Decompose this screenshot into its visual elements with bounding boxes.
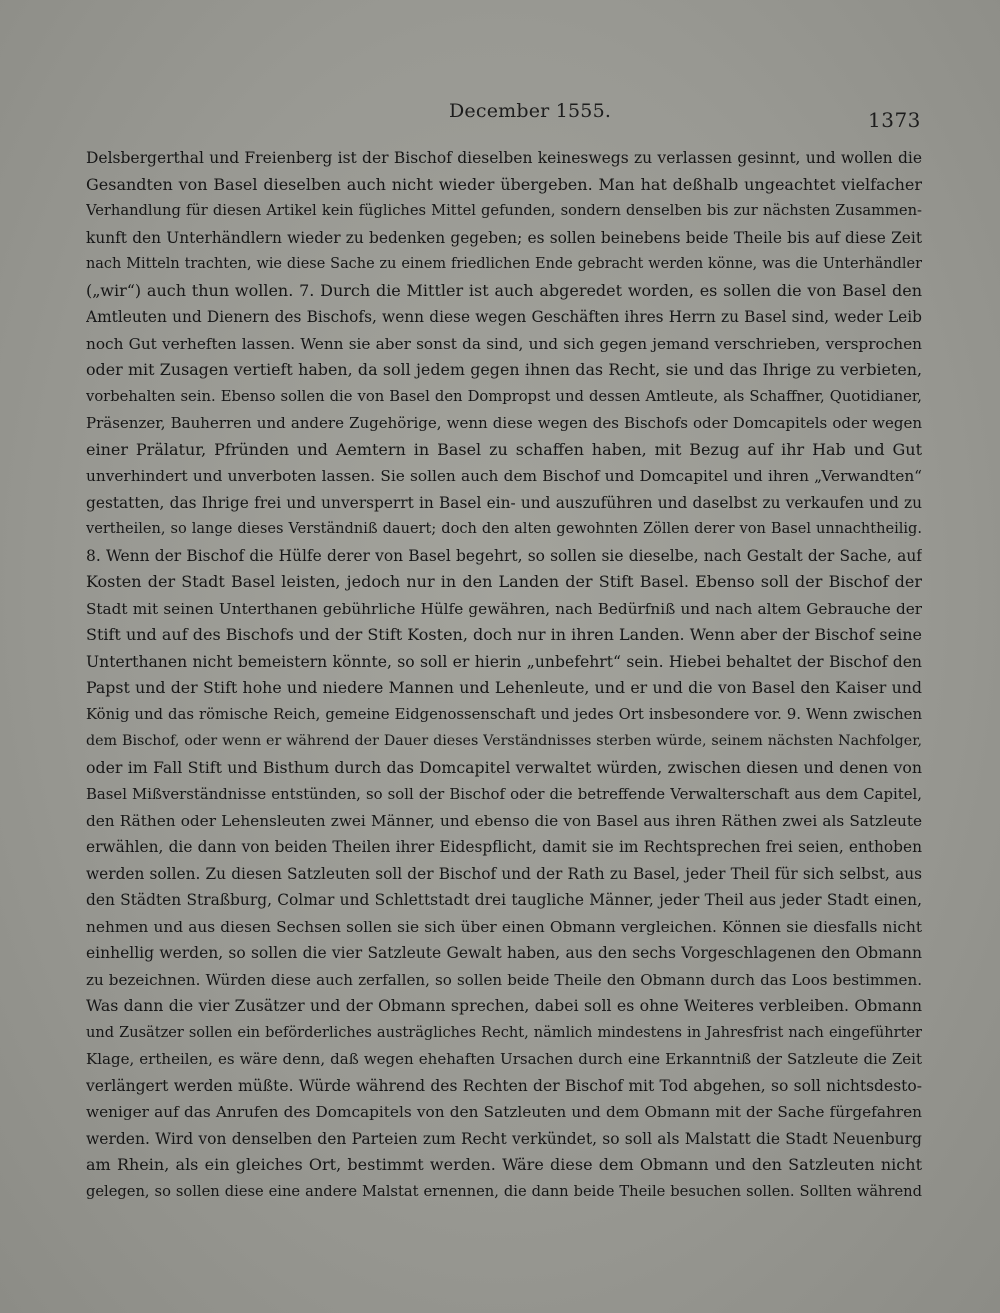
- text-line: verlängert werden müßte. Würde während des Rechten der Bischof mit Tod abgehen, so soll nichtsdesto-: [86, 1076, 922, 1095]
- text-line: Amtleuten und Dienern des Bischofs, wenn diese wegen Geschäften ihres Herrn zu Basel sind, weder Leib: [86, 308, 922, 326]
- text-line: Unterthanen nicht bemeistern könnte, so soll er hierin „unbefehrt“ sein. Hiebei behaltet der Bischof den: [86, 652, 922, 671]
- running-title: December 1555.: [449, 100, 612, 122]
- text-line: einhellig werden, so sollen die vier Satzleute Gewalt haben, aus den sechs Vorgeschlagenen den Obmann: [86, 944, 922, 962]
- text-line: Stift und auf des Bischofs und der Stift Kosten, doch nur in ihren Landen. Wenn aber der Bischof seine: [86, 625, 922, 644]
- text-line: unverhindert und unverboten lassen. Sie sollen auch dem Bischof und Domcapitel und ihren „Verwandten“: [86, 467, 922, 485]
- text-line: am Rhein, als ein gleiches Ort, bestimmt werden. Wäre diese dem Obmann und den Satzleuten nicht: [86, 1155, 922, 1174]
- text-line: den Städten Straßburg, Colmar und Schlettstadt drei taugliche Männer, jeder Theil aus jeder Stadt einen,: [86, 891, 922, 909]
- text-line: 8. Wenn der Bischof die Hülfe derer von Basel begehrt, so sollen sie dieselbe, nach Gestalt der Sache, auf: [86, 546, 922, 565]
- text-line: Stadt mit seinen Unterthanen gebührliche Hülfe gewähren, nach Bedürfniß und nach altem Gebrauche der: [86, 599, 922, 618]
- text-line: oder im Fall Stift und Bisthum durch das Domcapitel verwaltet würden, zwischen diesen und denen von: [86, 757, 922, 777]
- text-line: Präsenzer, Bauherren und andere Zugehörige, wenn diese wegen des Bischofs oder Domcapitels oder wegen: [86, 414, 922, 432]
- text-line: vorbehalten sein. Ebenso sollen die von Basel den Dompropst und dessen Amtleute, als Schaffner, Quotidianer,: [86, 387, 922, 405]
- body-text: [86, 145, 922, 1205]
- text-line: erwählen, die dann von beiden Theilen ihrer Eidespflicht, damit sie im Rechtsprechen frei seien, enthoben: [86, 838, 922, 856]
- text-line: Delsbergerthal und Freienberg ist der Bischof dieselben keineswegs zu verlassen gesinnt, und wollen die: [86, 149, 922, 167]
- text-line: Klage, ertheilen, es wäre denn, daß wegen ehehaften Ursachen durch eine Erkanntniß der Satzleute die Zeit: [86, 1050, 922, 1068]
- text-line: werden. Wird von denselben den Parteien zum Recht verkündet, so soll als Malstatt die Stadt Neuenburg: [86, 1129, 922, 1148]
- text-line: Was dann die vier Zusätzer und der Obmann sprechen, dabei soll es ohne Weiteres verbleiben. Obmann: [86, 996, 922, 1015]
- running-head: [0, 100, 1000, 136]
- text-line: („wir“) auch thun wollen. 7. Durch die Mittler ist auch abgeredet worden, es sollen die von Basel den: [86, 280, 922, 300]
- text-line: Papst und der Stift hohe und niedere Mannen und Lehenleute, und er und die von Basel den Kaiser und: [86, 678, 922, 697]
- text-line: und Zusätzer sollen ein beförderliches austrägliches Recht, nämlich mindestens in Jahresfrist nach eingeführter: [86, 1023, 922, 1041]
- text-line: König und das römische Reich, gemeine Eidgenossenschaft und jedes Ort insbesondere vor. 9. Wenn zwischen: [86, 705, 922, 723]
- text-line: Kosten der Stadt Basel leisten, jedoch nur in den Landen der Stift Basel. Ebenso soll der Bischof der: [86, 572, 922, 591]
- text-line: dem Bischof, oder wenn er während der Dauer dieses Verständnisses sterben würde, seinem nächsten Nachfolger,: [86, 733, 922, 749]
- text-line: werden sollen. Zu diesen Satzleuten soll der Bischof und der Rath zu Basel, jeder Theil für sich selbst, aus: [86, 864, 922, 883]
- text-line: vertheilen, so lange dieses Verständniß dauert; doch den alten gewohnten Zöllen derer von Basel unnachtheilig.: [86, 520, 922, 537]
- text-line: oder mit Zusagen vertieft haben, da soll jedem gegen ihnen das Recht, sie und das Ihrige zu verbieten,: [86, 360, 922, 379]
- text-line: gestatten, das Ihrige frei und unversperrt in Basel ein- und auszuführen und daselbst zu verkaufen und zu: [86, 493, 922, 512]
- text-line: Basel Mißverständnisse entstünden, so soll der Bischof oder die betreffende Verwalterschaft aus dem Capitel,: [86, 785, 922, 803]
- text-line: Verhandlung für diesen Artikel kein fügliches Mittel gefunden, sondern denselben bis zur nächsten Zusammen-: [86, 202, 922, 219]
- text-line: kunft den Unterhändlern wieder zu bedenken gegeben; es sollen beinebens beide Theile bis auf diese Zeit: [86, 228, 922, 247]
- text-line: weniger auf das Anrufen des Domcapitels von den Satzleuten und dem Obmann mit der Sache fürgefahren: [86, 1103, 922, 1121]
- text-line: nehmen und aus diesen Sechsen sollen sie sich über einen Obmann vergleichen. Können sie diesfalls nicht: [86, 917, 922, 936]
- text-line: Gesandten von Basel dieselben auch nicht wieder übergeben. Man hat deßhalb ungeachtet vielfacher: [86, 174, 922, 194]
- text-line: zu bezeichnen. Würden diese auch zerfallen, so sollen beide Theile den Obmann durch das Loos bestimmen.: [86, 970, 922, 989]
- text-line: gelegen, so sollen diese eine andere Malstat ernennen, die dann beide Theile besuchen sollen. Sollten während: [86, 1182, 922, 1200]
- text-line: den Räthen oder Lehensleuten zwei Männer, und ebenso die von Basel aus ihren Räthen zwei als Satzleute: [86, 811, 922, 830]
- text-line: noch Gut verheften lassen. Wenn sie aber sonst da sind, und sich gegen jemand verschrieben, versprochen: [86, 334, 922, 353]
- text-line: einer Prälatur, Pfründen und Aemtern in Basel zu schaffen haben, mit Bezug auf ihr Hab und Gut: [86, 439, 922, 459]
- page-number: 1373: [868, 108, 921, 132]
- text-line: nach Mitteln trachten, wie diese Sache zu einem friedlichen Ende gebracht werden könne, was die Unterhändler: [86, 256, 922, 272]
